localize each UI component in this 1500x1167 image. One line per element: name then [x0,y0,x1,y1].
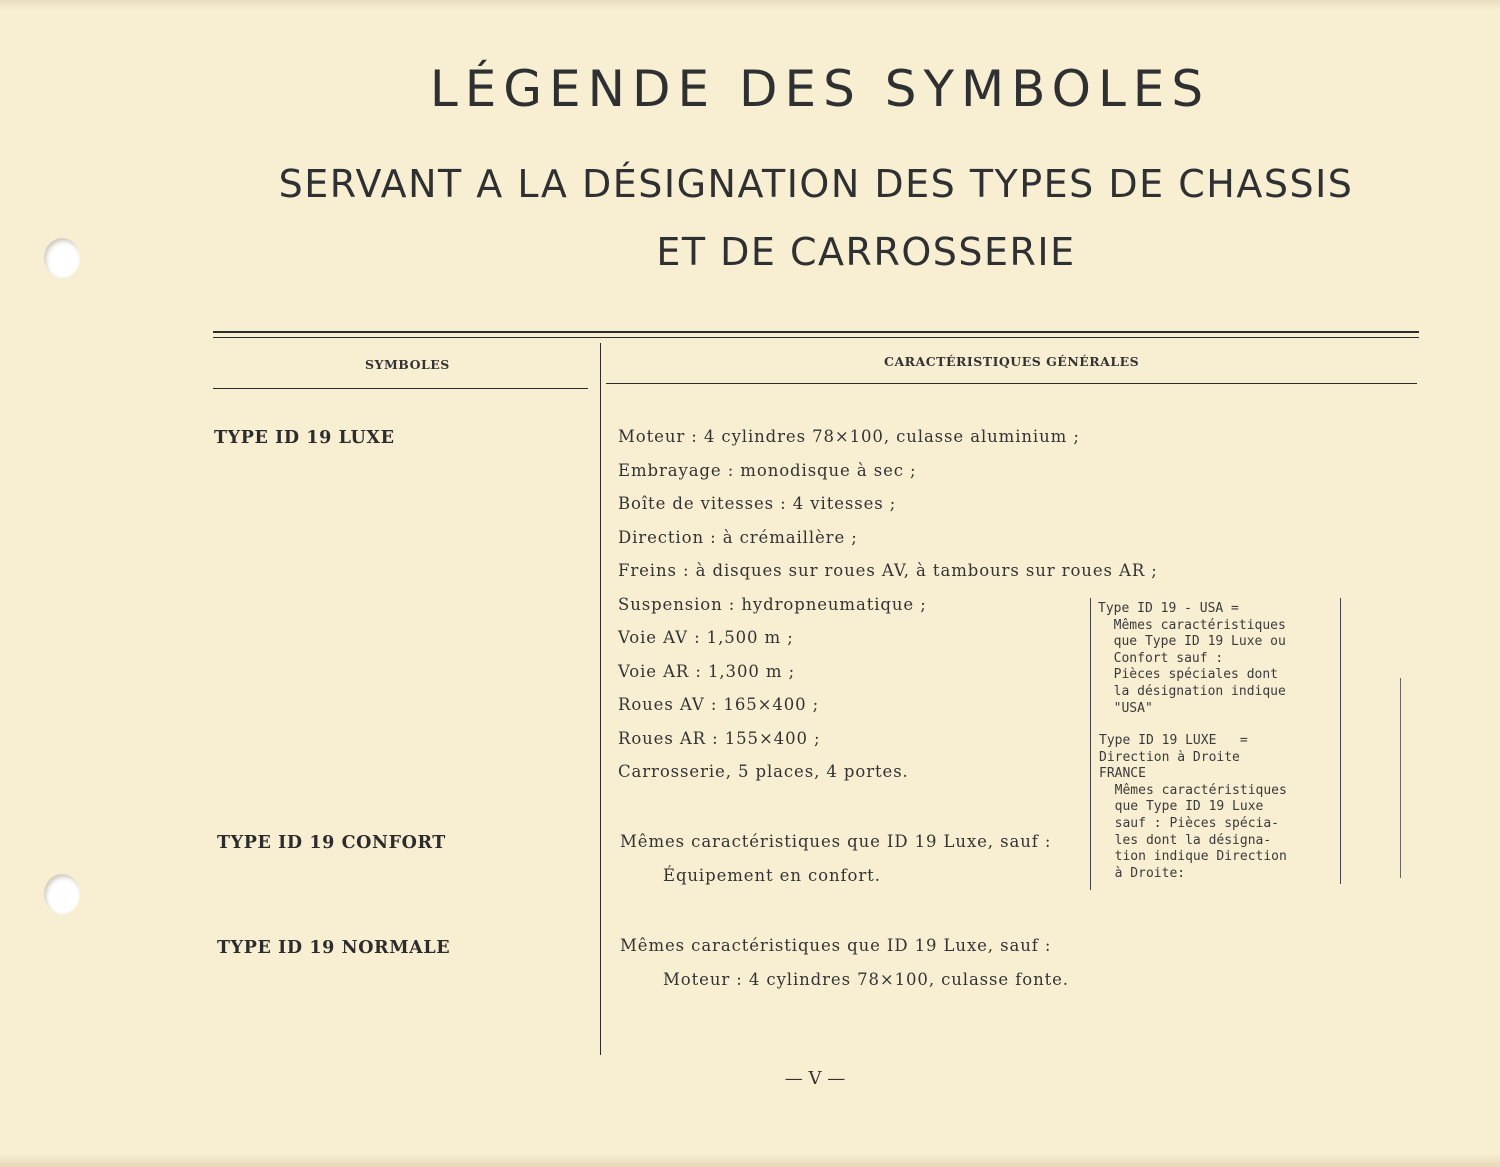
column-header-characteristics: CARACTÉRISTIQUES GÉNÉRALES [884,354,1140,369]
table-top-rule-thin [213,337,1419,338]
table-top-rule [213,331,1419,333]
page-number: — V — [784,1068,846,1089]
spec-line: Boîte de vitesses : 4 vitesses ; [618,494,897,513]
paper-edge-top [0,0,1500,10]
spec-line: Freins : à disques sur roues AV, à tambours sur roues AR ; [618,561,1158,580]
page-title: LÉGENDE DES SYMBOLES [429,60,1211,118]
note-outer-rule [1400,678,1401,878]
spec-line: Voie AR : 1,300 m ; [618,662,796,681]
spec-line: Roues AR : 155×400 ; [618,729,821,748]
typed-note-usa: Type ID 19 - USA = Mêmes caractéristiques que Type ID 19 Luxe ou Confort sauf : Pièces spéciales dont la désignation indique "USA" [1098,601,1286,716]
spec-line: Moteur : 4 cylindres 78×100, culasse aluminium ; [618,427,1080,446]
spec-line: Suspension : hydropneumatique ; [618,595,927,614]
symbol-id19-normale: TYPE ID 19 NORMALE [217,938,451,958]
spec-line: Embrayage : monodisque à sec ; [618,461,917,480]
note-right-rule [1340,598,1341,884]
spec-line: Carrosserie, 5 places, 4 portes. [618,762,909,781]
symbol-id19-luxe: TYPE ID 19 LUXE [214,428,395,448]
column-divider [600,343,601,1055]
paper-edge-bottom [0,1153,1500,1167]
normale-line2: Moteur : 4 cylindres 78×100, culasse fonte. [663,970,1069,989]
normale-line1: Mêmes caractéristiques que ID 19 Luxe, sauf : [620,936,1052,955]
punch-hole-top [44,238,80,278]
spec-line: Direction : à crémaillère ; [618,528,858,547]
symbol-id19-confort: TYPE ID 19 CONFORT [217,833,446,853]
confort-line2: Équipement en confort. [663,866,881,885]
spec-line: Roues AV : 165×400 ; [618,695,820,714]
spec-line: Voie AV : 1,500 m ; [618,628,794,647]
note-left-rule [1090,598,1091,890]
punch-hole-bottom [44,874,80,914]
typed-note-direction-droite: Type ID 19 LUXE = Direction à Droite FRANCE Mêmes caractéristiques que Type ID 19 Luxe sauf : Pièces spécia- les dont la désigna- tion indique Direction à Droite: [1099,733,1287,881]
page-subtitle-line1: SERVANT A LA DÉSIGNATION DES TYPES DE CHASSIS [278,162,1354,206]
page-subtitle-line2: ET DE CARROSSERIE [656,230,1076,274]
header-rule-right [606,383,1417,384]
header-rule-left [213,388,588,389]
confort-line1: Mêmes caractéristiques que ID 19 Luxe, sauf : [620,832,1052,851]
column-header-symbols: SYMBOLES [365,357,450,372]
